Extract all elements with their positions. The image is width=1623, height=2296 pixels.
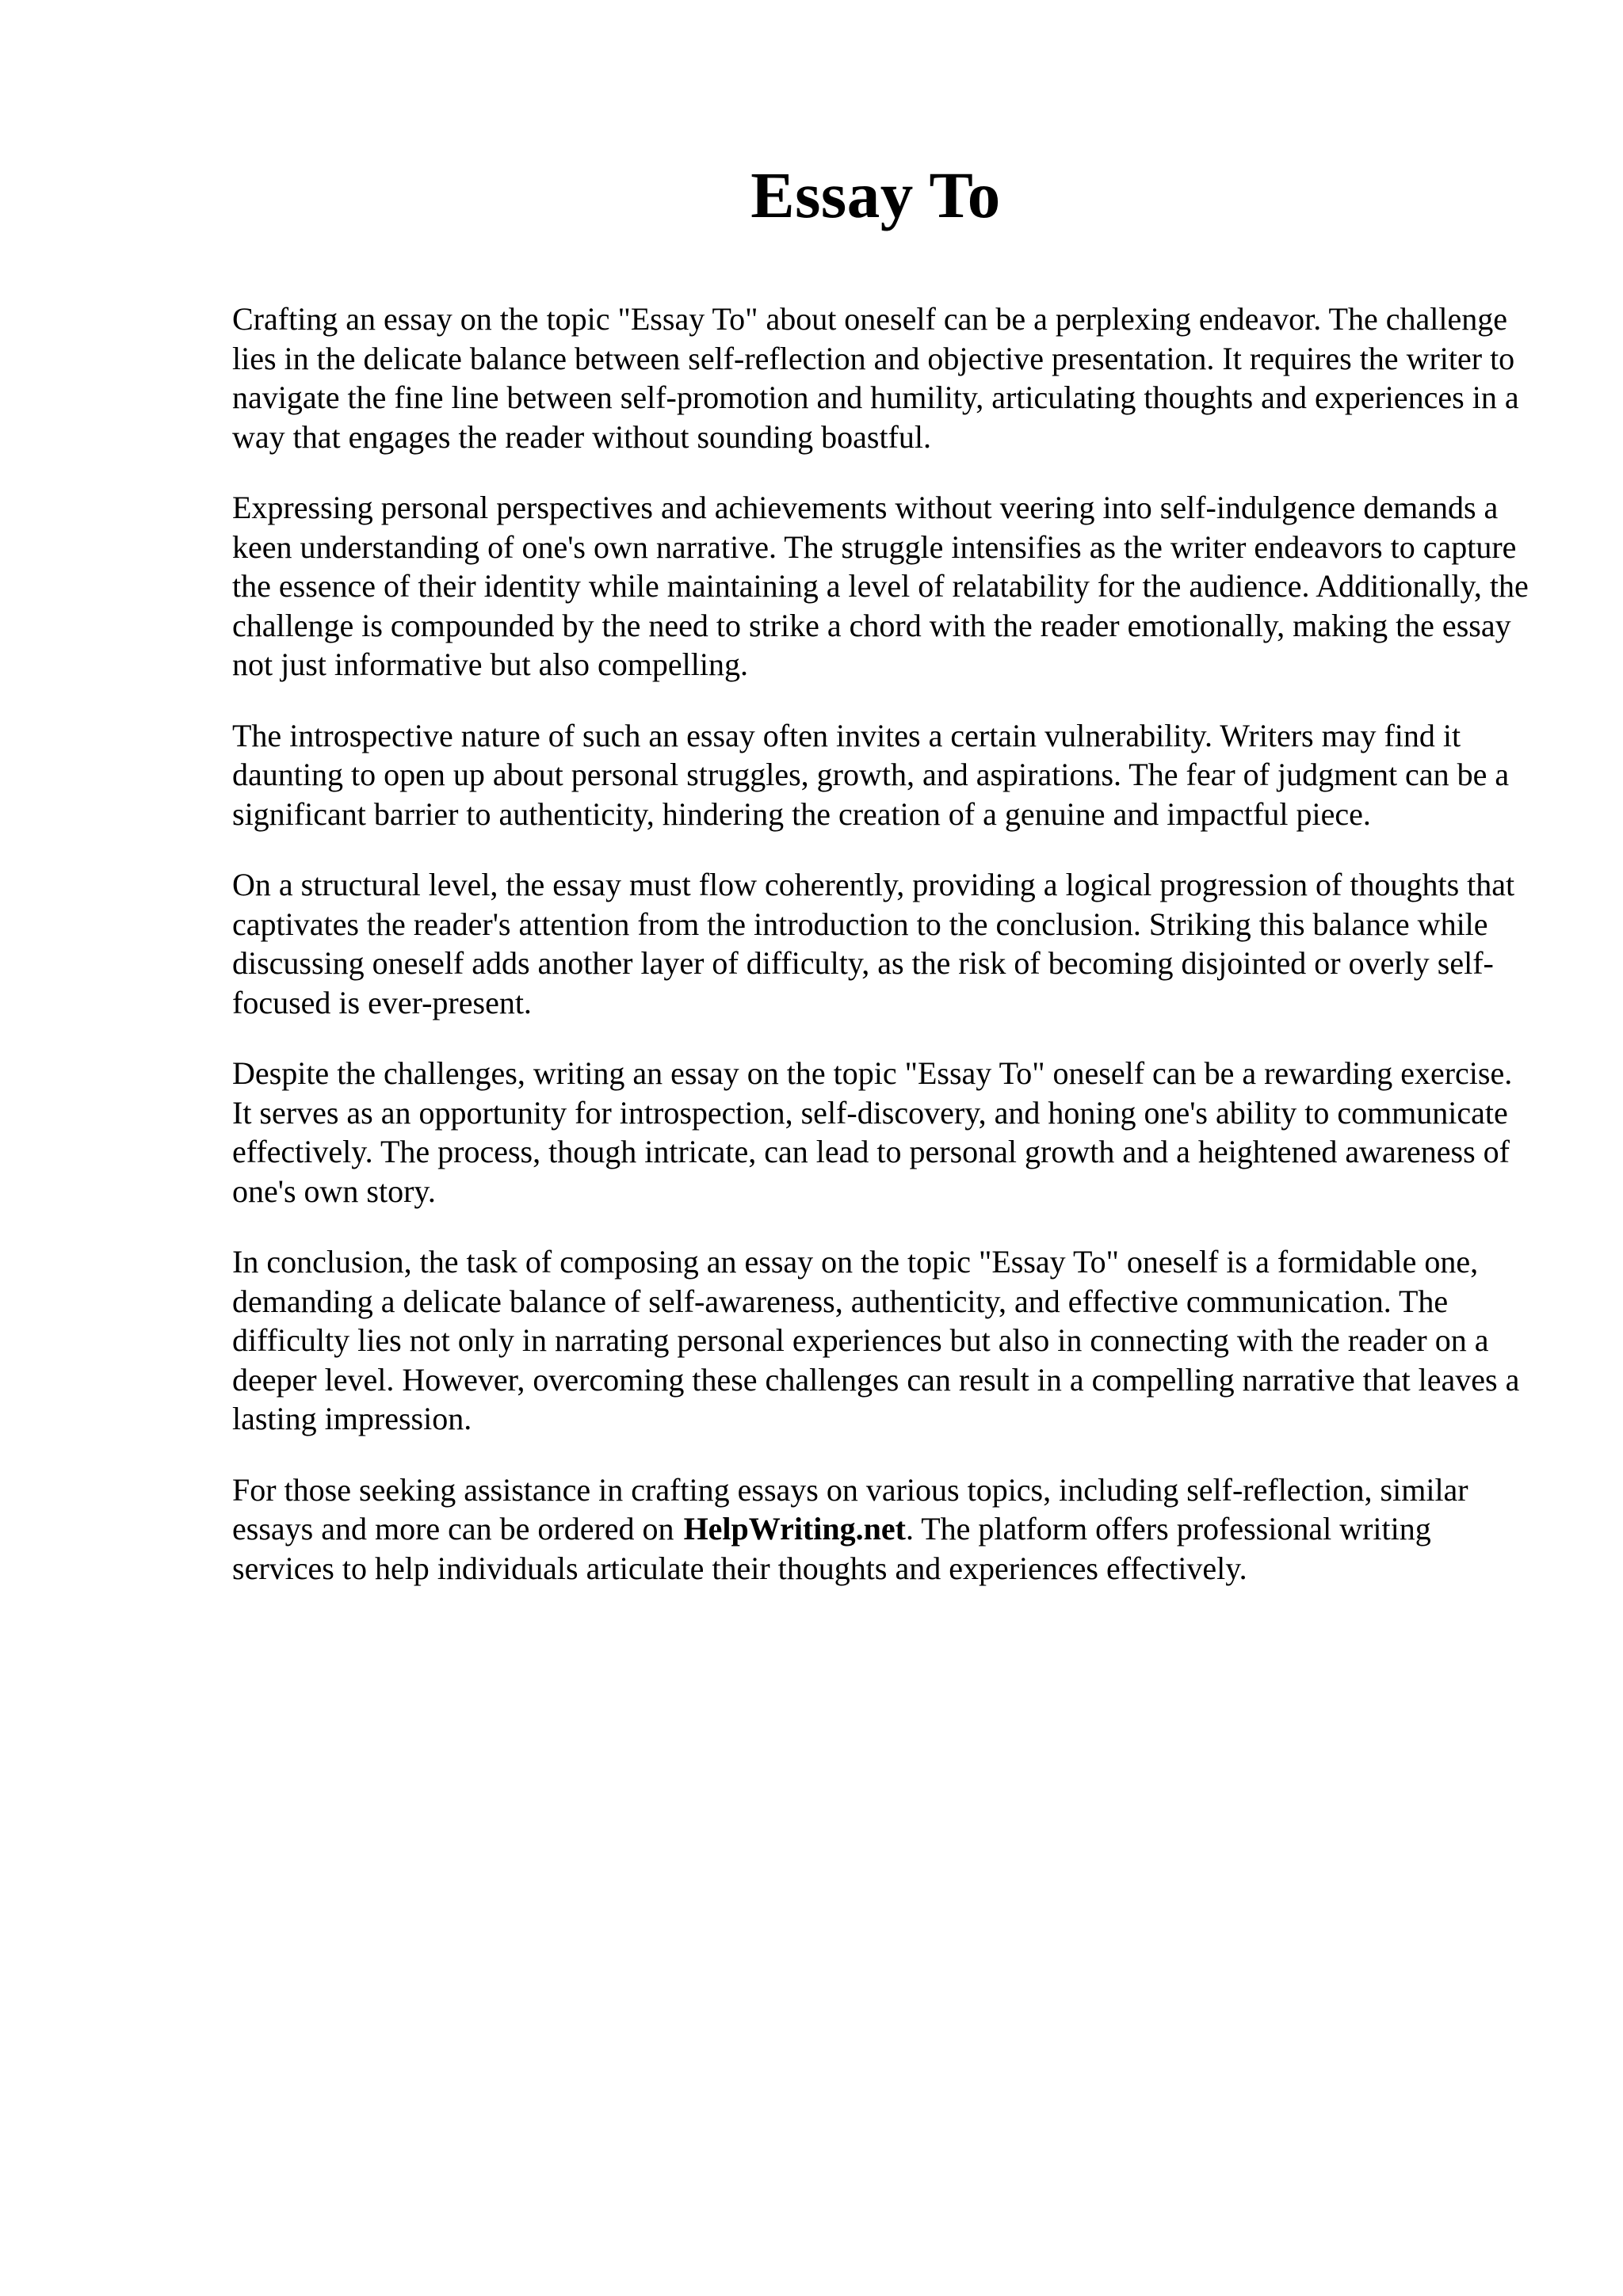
page-title: Essay To — [750, 158, 1001, 231]
paragraph-4: On a structural level, the essay must flow coherently, providing a logical progression of thoughts that captivates the reader's attention from the introduction to the conclusion. Striking this balance while discussing oneself adds another layer of difficulty, as the risk of becoming disjointed or overly self-focused is ever-present. — [232, 867, 1515, 1020]
essay-body — [232, 299, 1532, 1619]
paragraph-7 — [232, 1470, 1532, 1589]
paragraph-5: Despite the challenges, writing an essay on the topic "Essay To" oneself can be a rewarding exercise. It serves as an opportunity for introspection, self-discovery, and honing one's ability to communicate effectively. The process, though intricate, can lead to personal growth and a heightened awareness of one's own story. — [232, 1055, 1513, 1209]
paragraph-7-lead: For those seeking assistance in crafting essays on various topics, including self-reflection, similar essays and more can be ordered on — [232, 1471, 1468, 1547]
brand-link[interactable]: HelpWriting.net — [683, 1511, 906, 1547]
paragraph-7-tail: . The platform offers professional writing services to help individuals articulate their thoughts and experiences effectively. — [232, 1511, 1431, 1586]
paragraph-3: The introspective nature of such an essay often invites a certain vulnerability. Writers may find it daunting to open up about personal struggles, growth, and aspirations. The fear of judgment can be a significant barrier to authenticity, hindering the creation of a genuine and impactful piece. — [232, 717, 1510, 832]
paragraph-6: In conclusion, the task of composing an essay on the topic "Essay To" oneself is a formidable one, demanding a delicate balance of self-awareness, authenticity, and effective communication. The difficulty lies not only in narrating personal experiences but also in connecting with the reader on a deeper level. However, overcoming these challenges can result in a compelling narrative that leaves a lasting impression. — [232, 1244, 1520, 1436]
paragraph-1: Crafting an essay on the topic "Essay To" about oneself can be a perplexing endeavor. The challenge lies in the delicate balance between self-reflection and objective presentation. It requires the writer to navigate the fine line between self-promotion and humility, articulating thoughts and experiences in a way that engages the reader without sounding boastful. — [232, 301, 1519, 455]
paragraph-2: Expressing personal perspectives and achievements without veering into self-indulgence demands a keen understanding of one's own narrative. The struggle intensifies as the writer endeavors to capture the essence of their identity while maintaining a level of relatability for the audience. Additionally, the challenge is compounded by the need to strike a chord with the reader emotionally, making the essay not just informative but also compelling. — [232, 490, 1529, 682]
